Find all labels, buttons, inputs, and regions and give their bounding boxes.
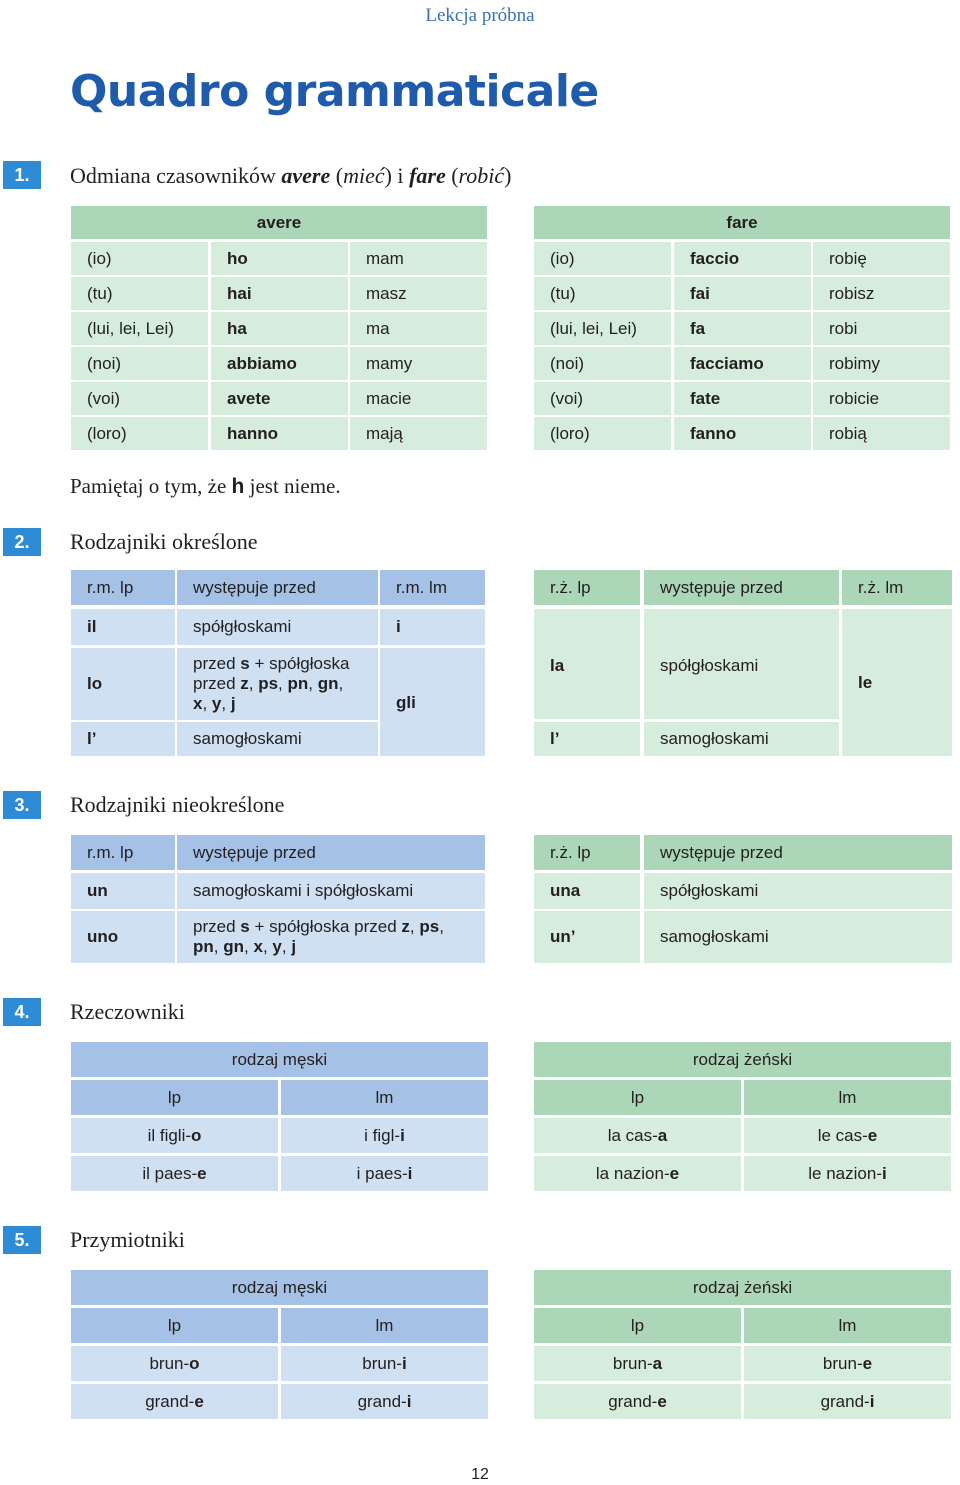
pronoun-cell: (lui, lei, Lei)	[534, 312, 671, 345]
form-ending: i	[400, 1125, 405, 1145]
form-ending: o	[191, 1125, 202, 1145]
number-header-lp: lp	[71, 1080, 278, 1115]
form-ending: a	[657, 1125, 668, 1145]
translation-cell: mamy	[350, 347, 487, 380]
translation-cell: robi	[813, 312, 950, 345]
form-cell	[281, 1156, 488, 1191]
heading-translation: mieć	[343, 163, 385, 188]
def-masc-desc: samogłoskami	[177, 722, 378, 756]
form-ending: e	[862, 1353, 873, 1373]
form-cell	[744, 1384, 951, 1419]
heading-verb-avere: avere	[281, 163, 331, 188]
verb-form-cell: fa	[674, 312, 811, 345]
form-ending: i	[881, 1163, 887, 1183]
number-header-lp: lp	[71, 1308, 278, 1343]
verb-form-cell: hanno	[211, 417, 348, 450]
verb-form-cell: ha	[211, 312, 348, 345]
def-fem-desc: samogłoskami	[644, 722, 839, 756]
form-cell	[744, 1118, 951, 1153]
form-cell	[534, 1156, 741, 1191]
pronoun-cell: (tu)	[71, 277, 208, 310]
form-ending: i	[869, 1391, 875, 1411]
section-number-4: 4.	[3, 998, 41, 1026]
gender-header: rodzaj męski	[71, 1270, 488, 1305]
verb-header: fare	[534, 206, 950, 239]
def-fem-article: l’	[534, 722, 640, 756]
form-cell	[71, 1384, 278, 1419]
number-header-lp: lp	[534, 1308, 741, 1343]
running-header: Lekcja próbna	[425, 5, 535, 26]
indef-masc-desc: samogłoskami i spółgłoskami	[177, 873, 485, 909]
form-ending: a	[652, 1353, 663, 1373]
def-masc-article: l’	[71, 722, 175, 756]
note-part: jest nieme.	[244, 474, 341, 498]
pronoun-cell: (io)	[71, 242, 208, 275]
form-ending: i	[406, 1391, 412, 1411]
pronoun-cell: (loro)	[534, 417, 671, 450]
indef-fem-article: un’	[534, 911, 640, 963]
form-stem: grand-	[357, 1391, 407, 1411]
heading-text: ) i	[384, 163, 410, 188]
heading-text: (	[445, 163, 459, 188]
page-number: 12	[471, 1466, 489, 1483]
pronoun-cell: (noi)	[534, 347, 671, 380]
form-stem: brun-	[149, 1353, 190, 1373]
heading-text: (	[330, 163, 344, 188]
verb-form-cell: ho	[211, 242, 348, 275]
number-header-lm: lm	[744, 1308, 951, 1343]
form-cell	[71, 1156, 278, 1191]
gender-header: rodzaj męski	[71, 1042, 488, 1077]
section-heading-1	[70, 163, 512, 189]
verb-form-cell: avete	[211, 382, 348, 415]
section-heading-5: Przymiotniki	[70, 1227, 185, 1252]
translation-cell: ma	[350, 312, 487, 345]
gender-header: rodzaj żeński	[534, 1042, 951, 1077]
def-masc-header-sg: r.m. lp	[71, 570, 175, 605]
form-ending: i	[407, 1163, 413, 1183]
verb-form-cell: facciamo	[674, 347, 811, 380]
section-number-5: 5.	[3, 1226, 41, 1254]
form-cell	[281, 1346, 488, 1381]
indef-masc-header-before: występuje przed	[177, 835, 485, 870]
form-cell	[534, 1346, 741, 1381]
gender-header: rodzaj żeński	[534, 1270, 951, 1305]
form-ending: e	[657, 1391, 667, 1411]
page-title: Quadro grammaticale	[70, 66, 599, 117]
verb-form-cell: fate	[674, 382, 811, 415]
heading-translation: robić	[458, 163, 505, 188]
form-stem: le cas-	[817, 1125, 868, 1145]
pronoun-cell: (io)	[534, 242, 671, 275]
section-heading-2: Rodzajniki określone	[70, 529, 258, 554]
pronoun-cell: (loro)	[71, 417, 208, 450]
translation-cell: robimy	[813, 347, 950, 380]
verb-header: avere	[71, 206, 487, 239]
def-fem-header-pl: r.ż. lm	[842, 570, 952, 605]
translation-cell: robią	[813, 417, 950, 450]
indef-fem-desc: spółgłoskami	[644, 873, 952, 909]
form-ending: o	[189, 1353, 200, 1373]
heading-verb-fare: fare	[409, 163, 446, 188]
pronoun-cell: (noi)	[71, 347, 208, 380]
pronoun-cell: (voi)	[534, 382, 671, 415]
translation-cell: robię	[813, 242, 950, 275]
def-fem-header-sg: r.ż. lp	[534, 570, 640, 605]
heading-text: Odmiana czasowników	[70, 163, 282, 188]
form-ending: e	[194, 1391, 204, 1411]
number-header-lm: lm	[281, 1080, 488, 1115]
number-header-lm: lm	[744, 1080, 951, 1115]
form-ending: e	[867, 1125, 878, 1145]
verb-form-cell: hai	[211, 277, 348, 310]
translation-cell: mam	[350, 242, 487, 275]
indef-masc-article: un	[71, 873, 175, 909]
form-stem: le nazion-	[808, 1163, 882, 1183]
def-fem-plural-article: le	[842, 609, 952, 756]
heading-text: )	[504, 163, 512, 188]
form-stem: brun-	[612, 1353, 653, 1373]
note-letter-h: h	[231, 475, 245, 498]
def-masc-article: lo	[71, 648, 175, 720]
verb-form-cell: faccio	[674, 242, 811, 275]
form-cell	[744, 1346, 951, 1381]
section-heading-3: Rodzajniki nieokreślone	[70, 792, 285, 817]
form-stem: la nazion-	[595, 1163, 670, 1183]
section-number-2: 2.	[3, 528, 41, 556]
form-cell	[71, 1118, 278, 1153]
indef-masc-article: uno	[71, 911, 175, 963]
form-stem: la cas-	[607, 1125, 658, 1145]
verb-form-cell: fanno	[674, 417, 811, 450]
form-cell	[281, 1118, 488, 1153]
form-ending: e	[197, 1163, 207, 1183]
def-masc-plural-article: gli	[380, 648, 485, 756]
indef-fem-desc: samogłoskami	[644, 911, 952, 963]
translation-cell: robisz	[813, 277, 950, 310]
form-cell	[534, 1384, 741, 1419]
form-stem: il figli-	[147, 1125, 192, 1145]
indef-masc-desc: przed s + spółgłoska przed z, ps, pn, gn, x, y, j	[177, 911, 485, 963]
verb-form-cell: fai	[674, 277, 811, 310]
def-masc-desc: spółgłoskami	[177, 609, 378, 645]
def-masc-header-pl: r.m. lm	[380, 570, 485, 605]
translation-cell: macie	[350, 382, 487, 415]
form-ending: e	[669, 1163, 680, 1183]
note-part: Pamiętaj o tym, że	[70, 474, 232, 498]
pronoun-cell: (tu)	[534, 277, 671, 310]
indef-masc-header-sg: r.m. lp	[71, 835, 175, 870]
form-cell	[744, 1156, 951, 1191]
translation-cell: robicie	[813, 382, 950, 415]
section-number-3: 3.	[3, 791, 41, 819]
translation-cell: masz	[350, 277, 487, 310]
def-fem-desc: spółgłoskami	[644, 609, 839, 719]
def-masc-header-before: występuje przed	[177, 570, 378, 605]
form-stem: brun-	[822, 1353, 863, 1373]
verb-form-cell: abbiamo	[211, 347, 348, 380]
form-stem: il paes-	[142, 1163, 198, 1183]
def-masc-article: il	[71, 609, 175, 645]
note-text	[70, 474, 341, 499]
form-cell	[71, 1346, 278, 1381]
form-cell	[534, 1118, 741, 1153]
pronoun-cell: (lui, lei, Lei)	[71, 312, 208, 345]
def-masc-desc: przed s + spółgłoska przed z, ps, pn, gn, x, y, j	[177, 648, 378, 720]
section-number-1: 1.	[3, 161, 41, 189]
form-stem: i paes-	[356, 1163, 408, 1183]
pronoun-cell: (voi)	[71, 382, 208, 415]
form-stem: grand-	[820, 1391, 870, 1411]
form-cell	[281, 1384, 488, 1419]
number-header-lp: lp	[534, 1080, 741, 1115]
def-masc-plural-article: i	[380, 609, 485, 645]
section-heading-4: Rzeczowniki	[70, 999, 185, 1024]
number-header-lm: lm	[281, 1308, 488, 1343]
def-fem-article: la	[534, 609, 640, 719]
indef-fem-article: una	[534, 873, 640, 909]
indef-fem-header-before: występuje przed	[644, 835, 952, 870]
form-stem: i figl-	[364, 1125, 401, 1145]
form-stem: brun-	[362, 1353, 402, 1373]
translation-cell: mają	[350, 417, 487, 450]
indef-fem-header-sg: r.ż. lp	[534, 835, 640, 870]
form-ending: i	[401, 1353, 407, 1373]
form-stem: grand-	[608, 1391, 658, 1411]
def-fem-header-before: występuje przed	[644, 570, 839, 605]
form-stem: grand-	[145, 1391, 195, 1411]
